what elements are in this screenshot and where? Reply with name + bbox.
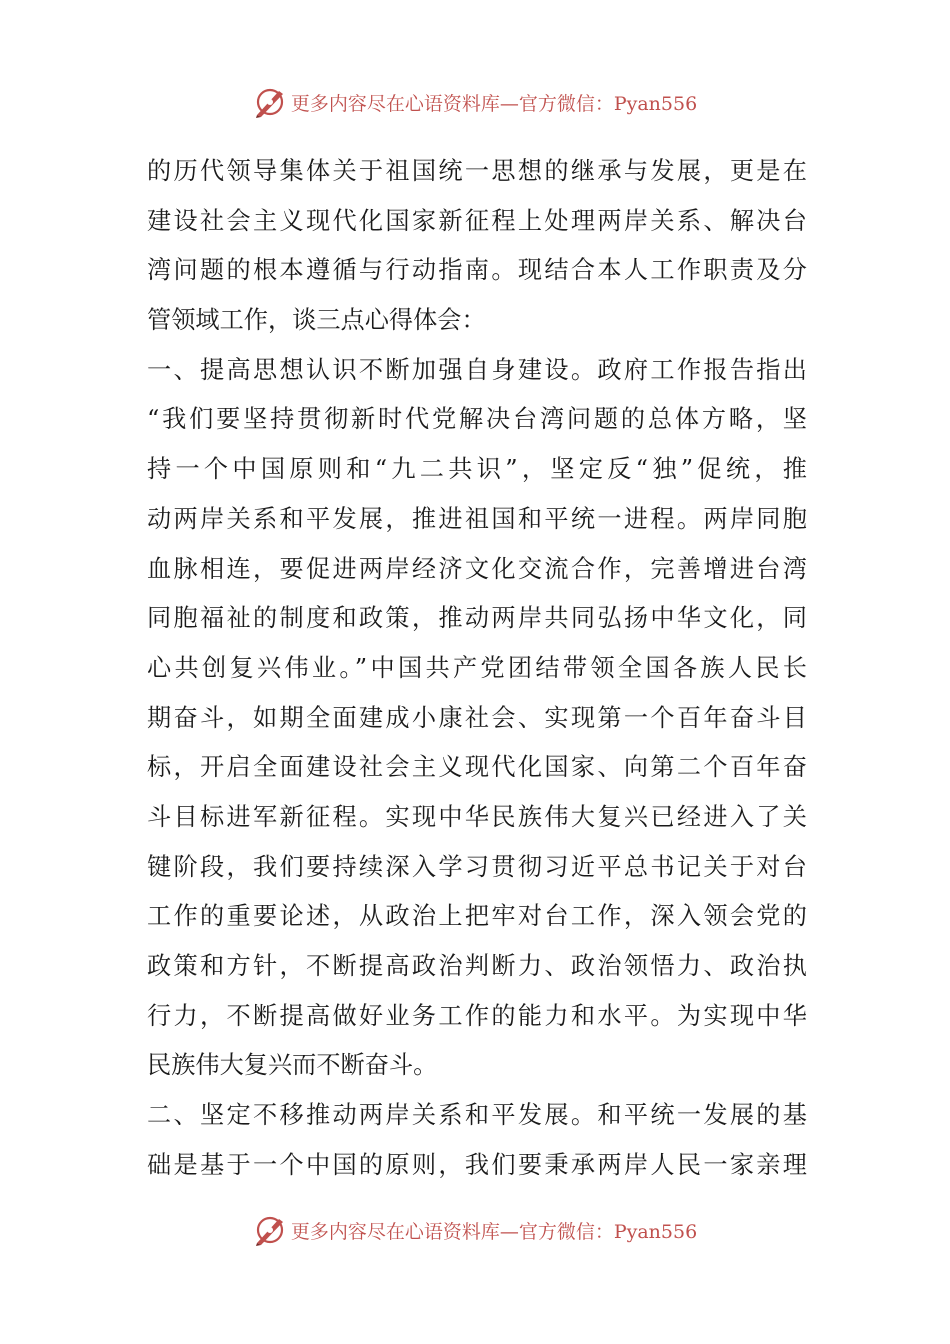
pen-circle-logo-icon xyxy=(253,1213,287,1247)
text-line: 心共创复兴伟业。”中国共产党团结带领全国各族人民长 xyxy=(147,653,807,682)
text-line: 础是基于一个中国的原则，我们要秉承两岸人民一家亲理 xyxy=(147,1150,807,1179)
text-line: 政策和方针，不断提高政治判断力、政治领悟力、政治执 xyxy=(147,952,807,980)
document-body xyxy=(147,147,807,1190)
header-banner xyxy=(0,82,950,122)
header-banner-text xyxy=(291,89,697,116)
text-line: 标，开启全面建设社会主义现代化国家、向第二个百年奋 xyxy=(147,753,807,782)
text-line: “我们要坚持贯彻新时代党解决台湾问题的总体方略，坚 xyxy=(147,405,807,434)
text-line: 期奋斗，如期全面建成小康社会、实现第一个百年奋斗目 xyxy=(147,703,807,732)
footer-banner-text xyxy=(291,1217,697,1244)
text-line: 斗目标进军新征程。实现中华民族伟大复兴已经进入了关 xyxy=(147,802,807,831)
text-line: 同胞福祉的制度和政策，推动两岸共同弘扬中华文化，同 xyxy=(147,604,807,633)
footer-banner xyxy=(0,1210,950,1250)
section-heading-1-line: 一、提高思想认识不断加强自身建设。政府工作报告指出 xyxy=(147,355,807,384)
text-line: 管领域工作，谈三点心得体会： xyxy=(147,306,486,335)
text-line: 行力，不断提高做好业务工作的能力和水平。为实现中华 xyxy=(147,1001,807,1030)
text-line: 血脉相连，要促进两岸经济文化交流合作，完善增进台湾 xyxy=(147,554,807,583)
text-line: 键阶段，我们要持续深入学习贯彻习近平总书记关于对台 xyxy=(147,852,807,881)
text-line: 动两岸关系和平发展，推进祖国和平统一进程。两岸同胞 xyxy=(147,504,807,533)
header-site-text: 更多内容尽在心语资料库— xyxy=(290,92,519,115)
text-line: 的历代领导集体关于祖国统一思想的继承与发展，更是在 xyxy=(147,157,807,185)
section-heading-2-line: 二、坚定不移推动两岸关系和平发展。和平统一发展的基 xyxy=(147,1101,807,1130)
text-line: 建设社会主义现代化国家新征程上处理两岸关系、解决台 xyxy=(147,206,807,235)
text-line: 湾问题的根本遵循与行动指南。现结合本人工作职责及分 xyxy=(147,256,807,285)
text-line: 民族伟大复兴而不断奋斗。 xyxy=(147,1051,438,1080)
header-wechat-text: 官方微信：Pyan556 xyxy=(518,92,698,115)
text-line: 持一个中国原则和“九二共识”，坚定反“独”促统，推 xyxy=(147,455,807,484)
footer-wechat-text: 官方微信：Pyan556 xyxy=(518,1220,698,1243)
footer-site-text: 更多内容尽在心语资料库— xyxy=(290,1220,519,1243)
pen-circle-logo-icon xyxy=(253,85,287,119)
text-line: 工作的重要论述，从政治上把牢对台工作，深入领会党的 xyxy=(147,902,807,931)
